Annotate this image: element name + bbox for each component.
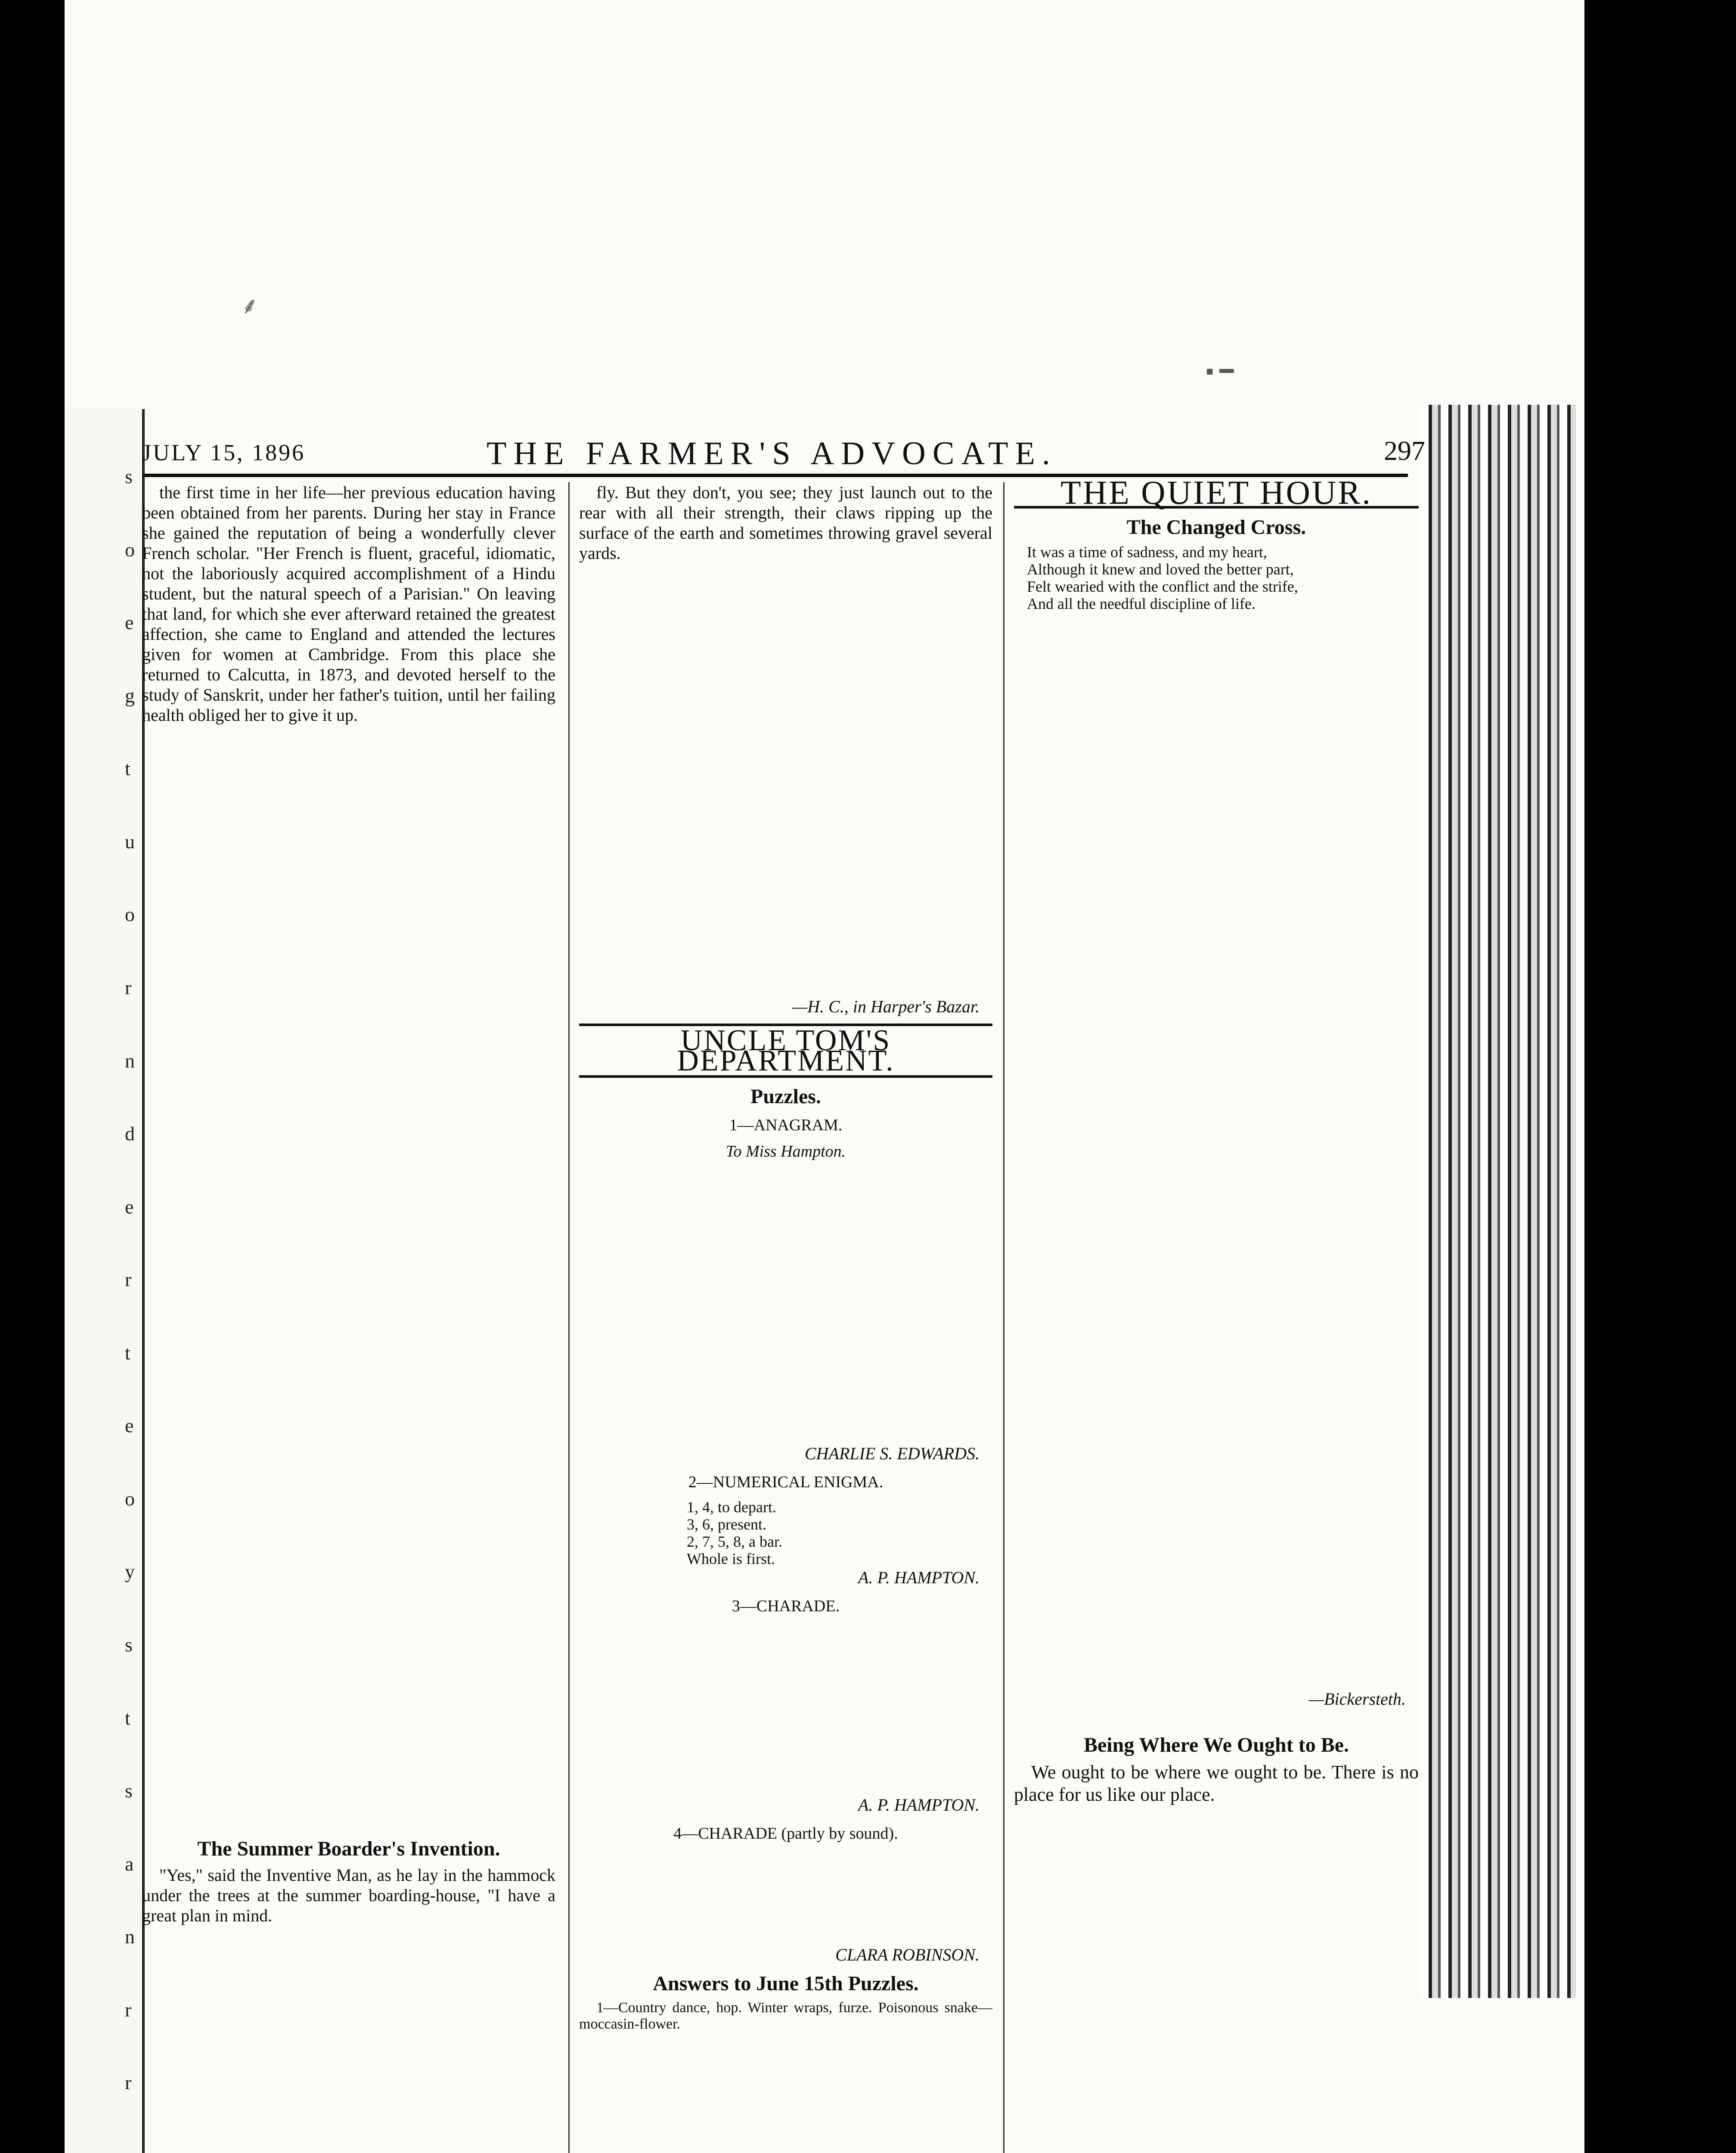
scan-smudge: ▪ ━ <box>1206 358 1234 384</box>
gutter-letter: o <box>125 538 135 561</box>
gutter-letter: s <box>125 1634 133 1656</box>
intro-paragraph: the first time in her life—her previous education having been obtained from her parents. During her stay in France she gained the reputation of being a wonderfully clever French scholar. "Her French is fluent, graceful, idiomatic, not the laboriously acquired accomplishment of a Hindu student, but the natural speech of a Parisian." On leaving that land, for which she ever afterward retained the greatest affection, she came to England and attended the lectures given for women at Cambridge. From this place she returned to Calcutta, in 1873, and devoted herself to the study of Sanskrit, under her father's tuition, until her failing health obliged her to give it up. <box>142 483 555 725</box>
changed-cross-stanza <box>1014 543 1419 612</box>
gutter-letter: r <box>125 976 132 999</box>
anagram-verse <box>579 1168 992 1443</box>
charade-4-body <box>579 1850 992 1945</box>
gutter-letter: e <box>125 611 134 634</box>
numerical-line: 2, 7, 5, 8, a bar. <box>687 1533 782 1550</box>
summer-boarder-heading: The Summer Boarder's Invention. <box>197 1837 500 1860</box>
masthead: THE FARMER'S ADVOCATE. <box>487 435 1057 472</box>
numerical-enigma-signature: A. P. HAMPTON. <box>858 1568 980 1587</box>
quiet-hour-banner: THE QUIET HOUR. <box>1014 482 1419 509</box>
scan-smudge: ⸙ <box>241 293 259 319</box>
story-body <box>579 566 992 996</box>
answers-heading: Answers to June 15th Puzzles. <box>653 1972 919 1995</box>
gutter-letter: g <box>125 684 135 707</box>
gutter-letter: s <box>125 465 133 487</box>
gutter-letter: o <box>125 903 135 926</box>
changed-cross-body <box>1014 612 1419 1689</box>
charade-3-signature: A. P. HAMPTON. <box>858 1795 980 1815</box>
numerical-line: 1, 4, to depart. <box>687 1498 776 1516</box>
verse-line: And all the needful discipline of life. <box>1027 595 1256 612</box>
charade-3-verse <box>579 1623 992 1795</box>
gutter-letter: s <box>125 1780 133 1802</box>
story-continuation: fly. But they don't, you see; they just launch out to the rear with all their strength, their claws ripping up the surface of the earth and sometimes throwing gravel several yards. <box>579 483 992 563</box>
anagram-heading: 1—ANAGRAM. <box>729 1116 843 1134</box>
page-header <box>142 435 1425 477</box>
gutter-letter: n <box>125 1926 135 1948</box>
gutter-letter: u <box>125 830 135 853</box>
verse-line: It was a time of sadness, and my heart, <box>1027 543 1267 561</box>
gutter-letter: t <box>125 1341 130 1364</box>
gutter-letter: r <box>125 1269 132 1291</box>
charade-3-heading: 3—CHARADE. <box>732 1597 840 1615</box>
gutter-letter: o <box>125 1487 135 1510</box>
left-page-gutter <box>65 409 145 2153</box>
anagram-signature: CHARLIE S. EDWARDS. <box>804 1444 980 1463</box>
changed-cross-signature: —Bickersteth. <box>1308 1689 1406 1709</box>
issue-date: JULY 15, 1896 <box>142 440 306 465</box>
numerical-line: 3, 6, present. <box>687 1516 766 1533</box>
column-1-body <box>142 728 555 1830</box>
gutter-letter: n <box>125 1049 135 1072</box>
anagram-dedication: To Miss Hampton. <box>725 1142 846 1160</box>
page-number: 297 <box>1384 435 1425 466</box>
page-edge-binding <box>1421 405 1576 1998</box>
being-where-first-line: We ought to be where we ought to be. There is no place for us like our place. <box>1014 1762 1419 1805</box>
gutter-letter: a <box>125 1852 134 1875</box>
charade-4-signature: CLARA ROBINSON. <box>835 1945 980 1964</box>
being-where-heading: Being Where We Ought to Be. <box>1083 1734 1349 1756</box>
column-3 <box>1003 474 1419 2153</box>
story-signature: —H. C., in Harper's Bazar. <box>792 997 980 1016</box>
answers-line: 1—Country dance, hop. Winter wraps, furze. Poisonous snake—moccasin-flower. <box>579 2000 992 2032</box>
uncle-toms-department-banner: UNCLE TOM'S DEPARTMENT. <box>579 1024 992 1078</box>
numerical-enigma-lines <box>579 1498 992 1567</box>
charade-4-heading: 4—CHARADE (partly by sound). <box>673 1824 898 1843</box>
numerical-line: Whole is first. <box>687 1550 775 1567</box>
puzzles-heading: Puzzles. <box>750 1085 821 1108</box>
column-1 <box>142 482 555 2153</box>
gutter-letter: y <box>125 1560 135 1583</box>
gutter-letter: r <box>125 1998 132 2021</box>
gutter-letter: t <box>125 757 130 780</box>
gutter-letter: d <box>125 1123 135 1145</box>
verse-line: Although it knew and loved the better part, <box>1027 561 1294 578</box>
gutter-letter: e <box>125 1195 134 1218</box>
summer-boarder-first-line: "Yes," said the Inventive Man, as he lay in the hammock under the trees at the summer boarding-house, "I have a great plan in mind. <box>142 1865 555 1925</box>
gutter-letter: e <box>125 1415 134 1437</box>
changed-cross-heading: The Changed Cross. <box>1126 516 1306 539</box>
gutter-letter: r <box>125 2072 132 2094</box>
numerical-enigma-heading: 2—NUMERICAL ENIGMA. <box>688 1473 884 1491</box>
column-2 <box>568 482 992 2153</box>
gutter-letter: t <box>125 1706 130 1729</box>
verse-line: Felt wearied with the conflict and the strife, <box>1027 578 1298 595</box>
